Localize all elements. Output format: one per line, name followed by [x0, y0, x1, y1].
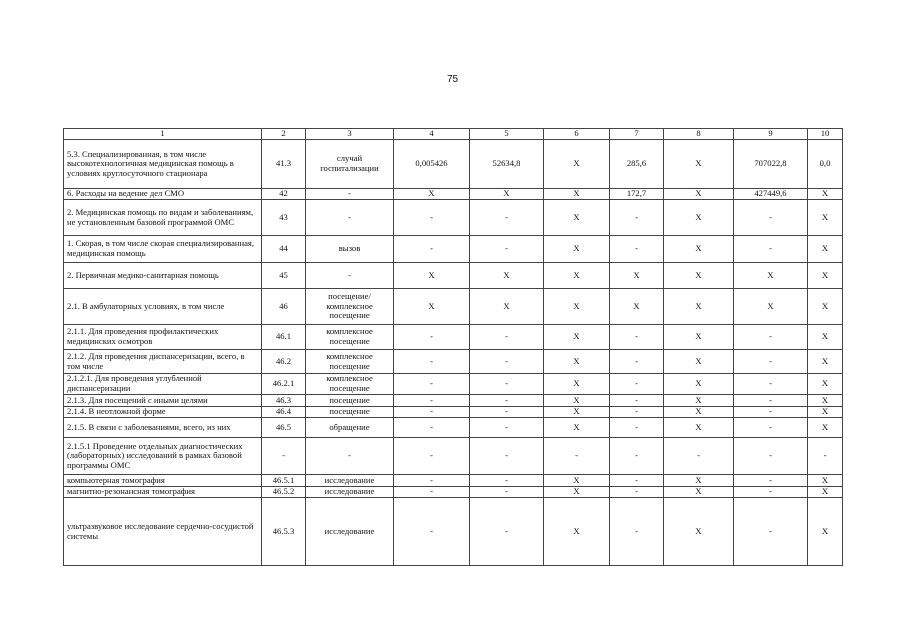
- row-label: 2. Первичная медико-санитарная помощь: [64, 263, 262, 289]
- table-row: [64, 325, 843, 350]
- table-cell: 46.2: [262, 350, 306, 374]
- table-cell: 41.3: [262, 140, 306, 189]
- column-number: 9: [734, 129, 808, 140]
- table-cell: X: [394, 263, 470, 289]
- table-cell: -: [734, 374, 808, 395]
- table-row: [64, 189, 843, 200]
- table-cell: X: [808, 407, 843, 418]
- table-cell: -: [734, 498, 808, 566]
- table-cell: X: [664, 350, 734, 374]
- table-cell: 46.5.1: [262, 475, 306, 487]
- table-cell: -: [610, 236, 664, 263]
- table-cell: 707022,8: [734, 140, 808, 189]
- table-cell: 43: [262, 200, 306, 236]
- table-cell: X: [544, 475, 610, 487]
- table-cell: -: [734, 487, 808, 498]
- table-cell: -: [394, 487, 470, 498]
- table-cell: 285,6: [610, 140, 664, 189]
- table-cell: 0,0: [808, 140, 843, 189]
- row-label: компьютерная томография: [64, 475, 262, 487]
- table-cell: -: [470, 374, 544, 395]
- table-cell: X: [808, 350, 843, 374]
- table-cell: X: [808, 395, 843, 407]
- table-cell: X: [664, 475, 734, 487]
- row-label: 2.1. В амбулаторных условиях, в том числе: [64, 289, 262, 325]
- table-cell: -: [306, 263, 394, 289]
- table-cell: -: [734, 438, 808, 475]
- row-label: 2.1.5.1 Проведение отдельных диагностических (лабораторных) исследований в рамках базовой программы ОМС: [64, 438, 262, 475]
- table-cell: -: [394, 438, 470, 475]
- table-cell: -: [470, 418, 544, 438]
- table-cell: исследование: [306, 475, 394, 487]
- table-cell: -: [394, 418, 470, 438]
- table-cell: -: [734, 350, 808, 374]
- table-cell: -: [394, 374, 470, 395]
- table-cell: -: [610, 407, 664, 418]
- table-cell: X: [610, 289, 664, 325]
- table-cell: 46.3: [262, 395, 306, 407]
- row-label: 6. Расходы на ведение дел СМО: [64, 189, 262, 200]
- table-cell: -: [470, 475, 544, 487]
- table-cell: -: [610, 438, 664, 475]
- column-number: 2: [262, 129, 306, 140]
- column-number-row: [64, 129, 843, 140]
- table-cell: -: [664, 438, 734, 475]
- row-label: ультразвуковое исследование сердечно-сосудистой системы: [64, 498, 262, 566]
- table-cell: X: [544, 395, 610, 407]
- table-cell: -: [470, 487, 544, 498]
- table-cell: -: [808, 438, 843, 475]
- table-cell: X: [544, 374, 610, 395]
- column-number: 8: [664, 129, 734, 140]
- table-cell: -: [394, 395, 470, 407]
- table-row: [64, 395, 843, 407]
- table-cell: -: [610, 374, 664, 395]
- row-label: 2. Медицинская помощь по видам и заболеваниям, не установленным базовой программой ОМС: [64, 200, 262, 236]
- table-cell: X: [664, 498, 734, 566]
- table-cell: посещение: [306, 407, 394, 418]
- table-cell: -: [734, 200, 808, 236]
- table-row: [64, 140, 843, 189]
- table-cell: -: [470, 498, 544, 566]
- table-cell: X: [734, 289, 808, 325]
- table-cell: 427449,6: [734, 189, 808, 200]
- table-cell: комплексное посещение: [306, 350, 394, 374]
- row-label: 2.1.3. Для посещений с иными целями: [64, 395, 262, 407]
- column-number: 4: [394, 129, 470, 140]
- table-cell: -: [734, 236, 808, 263]
- table-row: [64, 498, 843, 566]
- table-cell: X: [394, 189, 470, 200]
- table-cell: -: [470, 407, 544, 418]
- row-label: 2.1.2. Для проведения диспансеризации, всего, в том числе: [64, 350, 262, 374]
- table-cell: X: [808, 418, 843, 438]
- table-cell: X: [664, 395, 734, 407]
- table-cell: -: [610, 395, 664, 407]
- table-cell: X: [664, 200, 734, 236]
- table-cell: -: [394, 200, 470, 236]
- table-cell: X: [808, 200, 843, 236]
- table-cell: 0,005426: [394, 140, 470, 189]
- table-cell: X: [544, 487, 610, 498]
- row-label: 2.1.2.1. Для проведения углубленной диспансеризации: [64, 374, 262, 395]
- table-row: [64, 236, 843, 263]
- table-cell: 46.5: [262, 418, 306, 438]
- table-cell: X: [664, 236, 734, 263]
- table-cell: X: [544, 289, 610, 325]
- table-cell: 44: [262, 236, 306, 263]
- row-label: 2.1.1. Для проведения профилактических медицинских осмотров: [64, 325, 262, 350]
- table-cell: X: [664, 374, 734, 395]
- table-cell: случай госпитализации: [306, 140, 394, 189]
- table-cell: -: [610, 200, 664, 236]
- table-cell: X: [808, 263, 843, 289]
- table-cell: 46.2.1: [262, 374, 306, 395]
- table-cell: -: [734, 395, 808, 407]
- table-cell: X: [808, 289, 843, 325]
- table-cell: 172,7: [610, 189, 664, 200]
- table-cell: X: [808, 374, 843, 395]
- table-cell: X: [664, 325, 734, 350]
- table-row: [64, 263, 843, 289]
- table-cell: X: [544, 200, 610, 236]
- table-cell: X: [544, 350, 610, 374]
- table-cell: X: [664, 189, 734, 200]
- table-cell: -: [306, 189, 394, 200]
- table-cell: исследование: [306, 487, 394, 498]
- table-cell: 46.4: [262, 407, 306, 418]
- table-cell: -: [394, 407, 470, 418]
- table-cell: X: [610, 263, 664, 289]
- table-cell: 42: [262, 189, 306, 200]
- table-cell: 46.1: [262, 325, 306, 350]
- table-cell: X: [544, 189, 610, 200]
- table-cell: -: [394, 350, 470, 374]
- table-cell: обращение: [306, 418, 394, 438]
- table-cell: X: [544, 140, 610, 189]
- table-cell: X: [544, 418, 610, 438]
- data-table: [63, 128, 843, 566]
- table-cell: -: [610, 498, 664, 566]
- table-cell: -: [610, 487, 664, 498]
- table-cell: -: [306, 200, 394, 236]
- table-cell: посещение/ комплексное посещение: [306, 289, 394, 325]
- table-cell: X: [808, 487, 843, 498]
- table-cell: X: [808, 498, 843, 566]
- table-cell: X: [470, 289, 544, 325]
- table-cell: посещение: [306, 395, 394, 407]
- table-row: [64, 438, 843, 475]
- row-label: 1. Скорая, в том числе скорая специализированная, медицинская помощь: [64, 236, 262, 263]
- table-cell: -: [306, 438, 394, 475]
- table-cell: -: [394, 325, 470, 350]
- table-cell: -: [470, 395, 544, 407]
- row-label: 5.3. Специализированная, в том числе высокотехнологичная медицинская помощь в условиях круглосуточного стационара: [64, 140, 262, 189]
- table-cell: X: [664, 289, 734, 325]
- table-cell: вызов: [306, 236, 394, 263]
- table-cell: -: [470, 350, 544, 374]
- table-cell: -: [470, 236, 544, 263]
- table-cell: -: [734, 325, 808, 350]
- table-cell: 46.5.3: [262, 498, 306, 566]
- table-cell: X: [808, 189, 843, 200]
- table-cell: -: [544, 438, 610, 475]
- table-cell: X: [544, 263, 610, 289]
- column-number: 7: [610, 129, 664, 140]
- table-cell: 46.5.2: [262, 487, 306, 498]
- row-label: магнитно-резонансная томография: [64, 487, 262, 498]
- table-cell: -: [610, 475, 664, 487]
- table-cell: X: [470, 189, 544, 200]
- table-cell: X: [664, 407, 734, 418]
- table-cell: X: [734, 263, 808, 289]
- table-cell: -: [610, 325, 664, 350]
- column-number: 5: [470, 129, 544, 140]
- table-row: [64, 289, 843, 325]
- table-cell: комплексное посещение: [306, 374, 394, 395]
- table-body: [64, 129, 843, 566]
- table-cell: X: [808, 475, 843, 487]
- page-number: 75: [446, 74, 459, 85]
- table-cell: -: [470, 200, 544, 236]
- column-number: 3: [306, 129, 394, 140]
- table-cell: -: [394, 236, 470, 263]
- table-row: [64, 350, 843, 374]
- table-row: [64, 487, 843, 498]
- table-cell: -: [610, 418, 664, 438]
- table-row: [64, 475, 843, 487]
- table-cell: X: [808, 325, 843, 350]
- table-cell: X: [664, 487, 734, 498]
- table-cell: исследование: [306, 498, 394, 566]
- column-number: 10: [808, 129, 843, 140]
- row-label: 2.1.5. В связи с заболеваниями, всего, из них: [64, 418, 262, 438]
- table-cell: -: [734, 407, 808, 418]
- table-row: [64, 418, 843, 438]
- table-cell: X: [664, 263, 734, 289]
- table-cell: комплексное посещение: [306, 325, 394, 350]
- table-cell: -: [470, 438, 544, 475]
- column-number: 1: [64, 129, 262, 140]
- column-number: 6: [544, 129, 610, 140]
- table-cell: X: [808, 236, 843, 263]
- table-cell: -: [470, 325, 544, 350]
- table-cell: 46: [262, 289, 306, 325]
- table-cell: -: [734, 475, 808, 487]
- table-cell: 45: [262, 263, 306, 289]
- table-cell: 52634,8: [470, 140, 544, 189]
- table-cell: X: [544, 325, 610, 350]
- table-cell: -: [394, 475, 470, 487]
- table-row: [64, 407, 843, 418]
- table-cell: X: [544, 407, 610, 418]
- row-label: 2.1.4. В неотложной форме: [64, 407, 262, 418]
- table-cell: X: [394, 289, 470, 325]
- table-cell: -: [394, 498, 470, 566]
- table-cell: -: [262, 438, 306, 475]
- table-cell: X: [470, 263, 544, 289]
- table-cell: X: [664, 418, 734, 438]
- table-row: [64, 200, 843, 236]
- table-cell: X: [544, 236, 610, 263]
- table-cell: -: [610, 350, 664, 374]
- table-cell: X: [664, 140, 734, 189]
- table-row: [64, 374, 843, 395]
- table-cell: -: [734, 418, 808, 438]
- table-cell: X: [544, 498, 610, 566]
